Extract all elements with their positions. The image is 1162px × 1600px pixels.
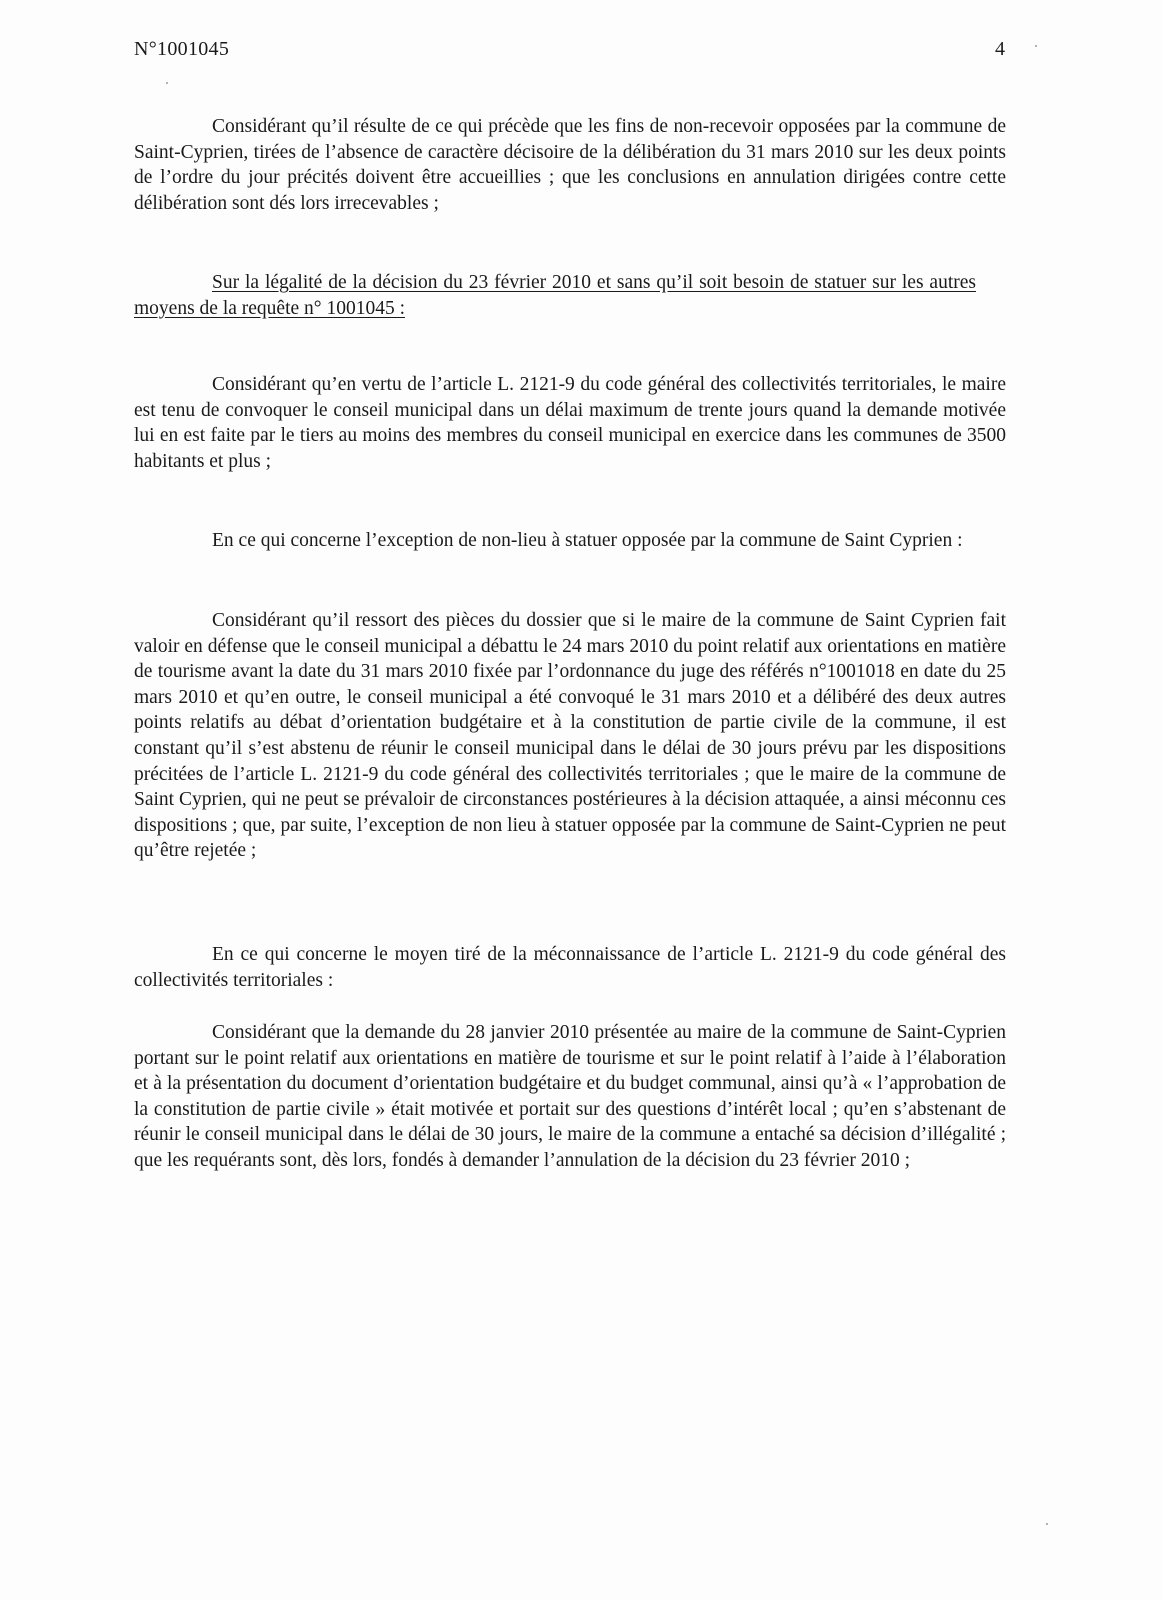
paragraph-article-l2121-9: Considérant qu’en vertu de l’article L. 2121-9 du code général des collectivités territoriales, le maire est tenu de convoquer le conseil municipal dans un délai maximum de trente jours quand la demande motivée lui en est faite par le tiers au moins des membres du conseil municipal en exercice dans les communes de 3500 habitants et plus ;: [134, 374, 1006, 472]
section-heading-legalite: Sur la légalité de la décision du 23 février 2010 et sans qu’il soit besoin de statuer sur les autres moyens de la requête n° 1001045 :: [134, 272, 976, 319]
paragraph-annulation: Considérant que la demande du 28 janvier 2010 présentée au maire de la commune de Saint-Cyprien portant sur le point relatif aux orientations en matière de tourisme et sur le point relatif à l’aide à l’élaboration et à la présentation du document d’orientation budgétaire et du budget communal, ainsi qu’à « l’approbation de la constitution de partie civile » était motivée et portait sur des questions d’intérêt local ; qu’en s’abstenant de réunir le conseil municipal dans le délai de 30 jours, le maire de la commune a entaché sa décision d’illégalité ; que les requérants sont, dès lors, fondés à demander l’annulation de la décision du 23 février 2010 ;: [134, 1022, 1006, 1171]
subheading-non-lieu: En ce qui concerne l’exception de non-lieu à statuer opposée par la commune de Saint Cyprien :: [212, 530, 963, 551]
scan-speck: [1046, 1523, 1048, 1525]
scan-speck: [1035, 45, 1037, 47]
page-number: 4: [995, 38, 1005, 60]
paragraph-non-lieu: Considérant qu’il ressort des pièces du dossier que si le maire de la commune de Saint Cyprien fait valoir en défense que le conseil municipal a débattu le 24 mars 2010 du point relatif aux orientations en matière de tourisme avant la date du 31 mars 2010 fixée par l’ordonnance du juge des référés n°1001018 en date du 25 mars 2010 et qu’en outre, le conseil municipal a été convoqué le 31 mars 2010 et a délibéré des deux autres points relatifs au débat d’orientation budgétaire et à la constitution de partie civile de la commune, il est constant qu’il s’est abstenu de réunir le conseil municipal dans le délai de 30 jours prévu par les dispositions précitées de l’article L. 2121-9 du code général des collectivités territoriales ; que le maire de la commune de Saint Cyprien, qui ne peut se prévaloir de circonstances postérieures à la décision attaquée, a ainsi méconnu ces dispositions ; que, par suite, l’exception de non lieu à statuer opposée par la commune de Saint-Cyprien ne peut qu’être rejetée ;: [134, 610, 1006, 862]
scan-speck: [166, 82, 168, 84]
paragraph-recevabilite: Considérant qu’il résulte de ce qui précède que les fins de non-recevoir opposées par la commune de Saint-Cyprien, tirées de l’absence de caractère décisoire de la délibération du 31 mars 2010 sur les deux points de l’ordre du jour précités doivent être accueillies ; que les conclusions en annulation dirigées contre cette délibération sont dés lors irrecevables ;: [134, 116, 1006, 214]
case-number: N°1001045: [134, 38, 230, 60]
subheading-meconnaissance: En ce qui concerne le moyen tiré de la méconnaissance de l’article L. 2121-9 du code général des collectivités territoriales :: [134, 944, 1006, 991]
